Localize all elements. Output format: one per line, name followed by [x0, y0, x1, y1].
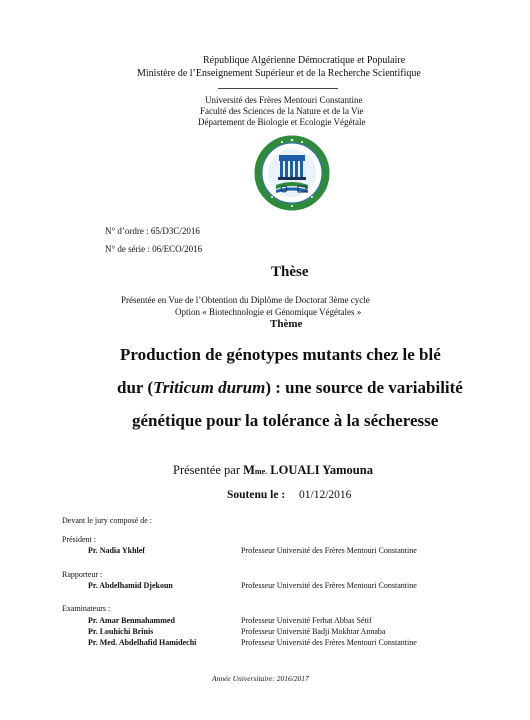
jury-member-affiliation: Professeur Université Ferhat Abbas Sétif [241, 616, 372, 625]
jury-intro: Devant le jury composé de : [62, 516, 152, 525]
department-line: Département de Biologie et Ecologie Végétale [198, 117, 366, 127]
author-title-m: M [243, 463, 255, 477]
header-divider [218, 88, 338, 89]
jury-role-examinateurs: Examinateurs : [62, 604, 111, 613]
presented-for: Présentée en Vue de l’Obtention du Diplôme de Doctorat 3ème cycle [121, 295, 370, 305]
jury-role-rapporteur: Rapporteur : [62, 570, 103, 579]
jury-member-affiliation: Professeur Université des Frères Mentouri Constantine [241, 638, 417, 647]
defense-date: 01/12/2016 [299, 489, 352, 501]
option-line: Option « Biotechnologie et Génomique Végétales » [175, 307, 362, 317]
university-seal-icon [254, 135, 330, 211]
academic-year: Année Universitaire: 2016/2017 [212, 674, 309, 683]
jury-role-president: Président : [62, 535, 96, 544]
jury-member-name: Pr. Amar Benmahammed [88, 616, 175, 625]
thesis-heading: Thèse [271, 264, 309, 280]
jury-member-name: Pr. Med. Abdelhafid Hamidechi [88, 638, 197, 647]
jury-member-affiliation: Professeur Université des Frères Mentouri Constantine [241, 546, 417, 555]
republic-line: République Algérienne Démocratique et Populaire [203, 55, 406, 66]
theme-label: Thème [270, 318, 303, 330]
author-prefix: Présentée par [173, 463, 244, 477]
jury-member-affiliation: Professeur Université des Frères Mentouri Constantine [241, 581, 417, 590]
defense-label: Soutenu le : [227, 489, 286, 501]
faculty-line: Faculté des Sciences de la Nature et de la Vie [200, 106, 364, 116]
species-name: Triticum durum [153, 378, 266, 397]
order-number: N° d’ordre : 65/D3C/2016 [105, 226, 200, 236]
jury-member-name: Pr. Louhichi Brinis [88, 627, 154, 636]
author-title-me: me. [254, 467, 268, 476]
jury-member-name: Pr. Abdelhamid Djekoun [88, 581, 173, 590]
jury-member-affiliation: Professeur Université Badji Mokhtar Annaba [241, 627, 386, 636]
ministry-line: Ministère de l’Enseignement Supérieur et de la Recherche Scientifique [137, 68, 421, 79]
thesis-title-line-1: Production de génotypes mutants chez le blé [120, 345, 441, 364]
author-name: LOUALI Yamouna [267, 463, 373, 477]
thesis-title-line-2 [117, 373, 463, 402]
series-number: N° de série : 06/ECO/2016 [105, 244, 203, 254]
jury-member-name: Pr. Nadia Ykhlef [88, 546, 145, 555]
thesis-title-line-3: génétique pour la tolérance à la sécheresse [132, 411, 439, 430]
university-line: Université des Frères Mentouri Constantine [205, 95, 363, 105]
author-line [173, 463, 373, 478]
title-line-2-pre: dur ( [117, 378, 154, 397]
title-line-2-post: ) : une source de variabilité [265, 378, 463, 397]
